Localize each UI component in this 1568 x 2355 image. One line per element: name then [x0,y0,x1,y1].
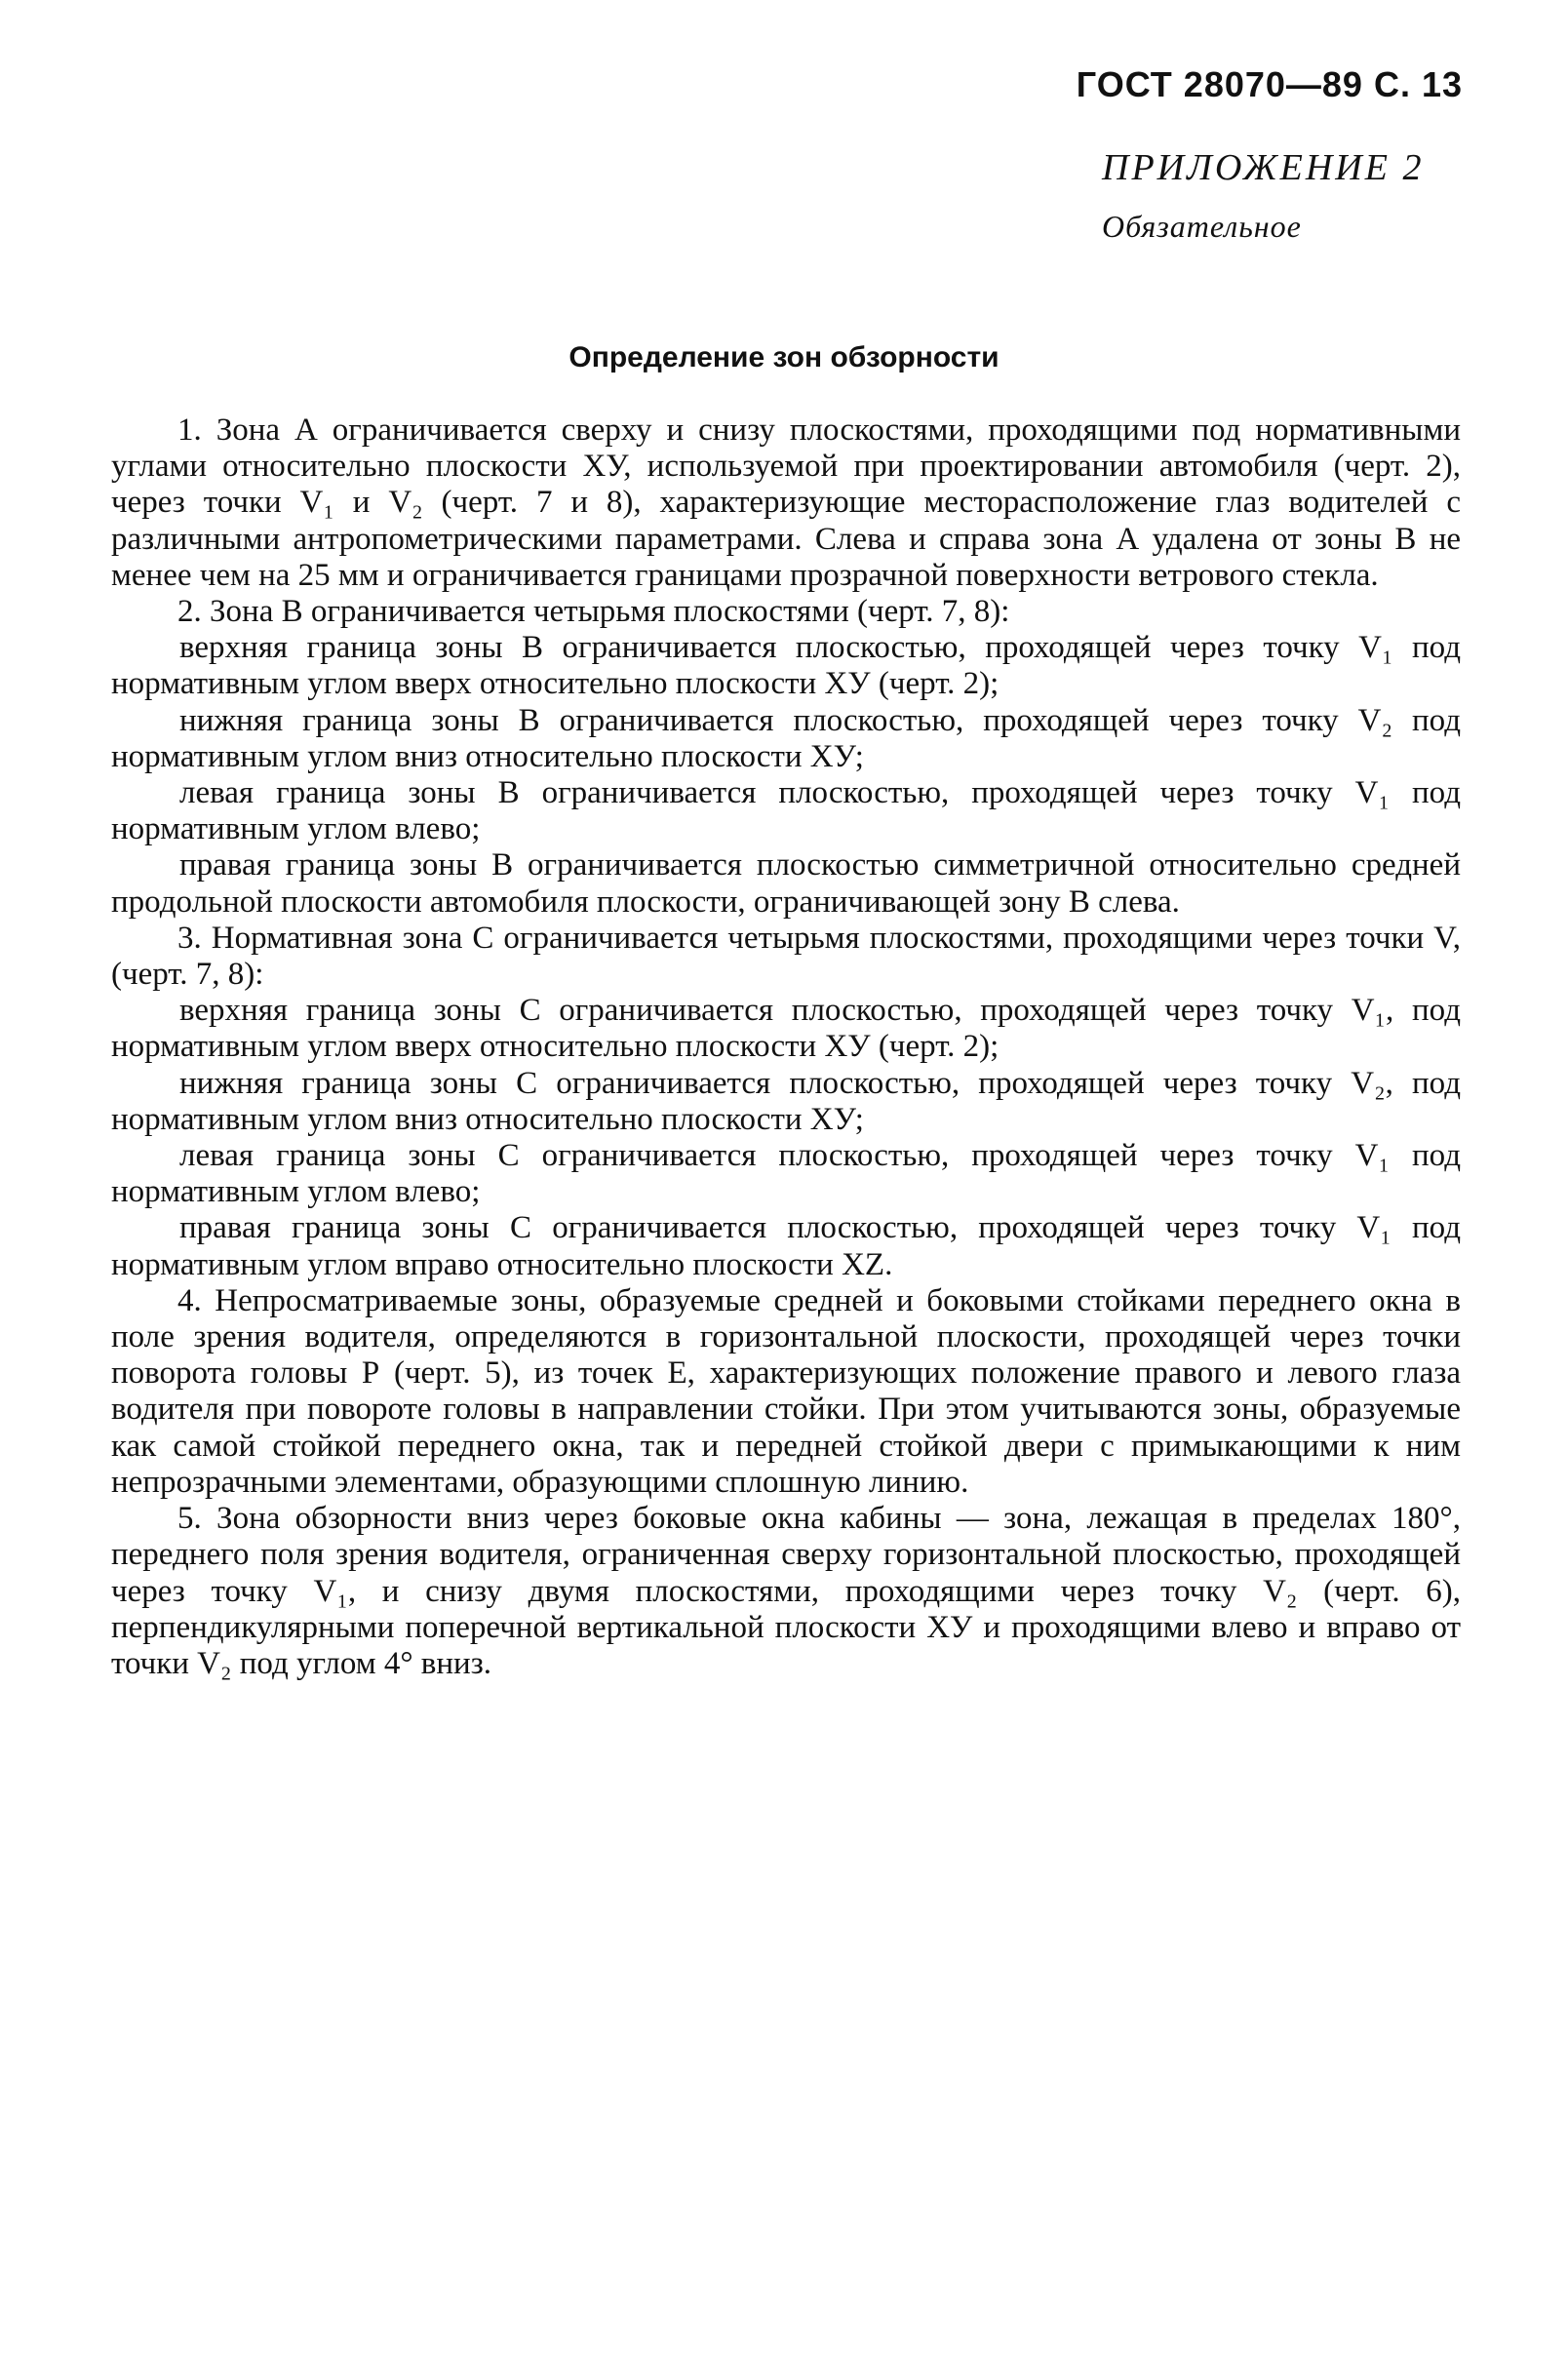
paragraph-3-lower-boundary: нижняя граница зоны С ограничивается плоскостью, проходящей через точку V₂, под нормативным углом вниз относительно плоскости ХУ; [111,1065,1461,1137]
appendix-label: ПРИЛОЖЕНИЕ 2 [1102,147,1425,188]
document-body [111,412,1461,1682]
paragraph-3: 3. Нормативная зона С ограничивается четырьмя плоскостями, проходящими через точки V, (черт. 7, 8): [111,920,1461,993]
paragraph-2-right-boundary: правая граница зоны В ограничивается плоскостью симметричной относительно средней продольной плоскости автомобиля плоскости, ограничивающей зону В слева. [111,847,1461,920]
paragraph-1: 1. Зона А ограничивается сверху и снизу плоскостями, проходящими под нормативными углами относительно плоскости ХУ, используемой при проектировании автомобиля (черт. 2), через точки V₁ и V₂ (черт. 7 и 8), характеризующие месторасположение глаз водителей с различными антропометрическими параметрами. Слева и справа зона А удалена от зоны В не менее чем на 25 мм и ограничивается границами прозрачной поверхности ветрового стекла. [111,412,1461,593]
appendix-block [1102,146,1424,245]
paragraph-3-upper-boundary: верхняя граница зоны С ограничивается плоскостью, проходящей через точку V₁, под нормативным углом вверх относительно плоскости ХУ (черт. 2); [111,993,1461,1065]
page-header: ГОСТ 28070—89 С. 13 [1076,64,1463,104]
appendix-note: Обязательное [1102,209,1302,244]
paragraph-2: 2. Зона В ограничивается четырьмя плоскостями (черт. 7, 8): [177,594,1010,630]
paragraph-5: 5. Зона обзорности вниз через боковые окна кабины — зона, лежащая в пределах 180°, переднего поля зрения водителя, ограниченная сверху горизонтальной плоскостью, проходящей через точку V₁, и снизу двумя плоскостями, проходящими через точку V₂ (черт. 6), перпендикулярными поперечной вертикальной плоскости ХУ и проходящими влево и вправо от точки V₂ под углом 4° вниз. [111,1501,1461,1681]
paragraph-3-left-boundary: левая граница зоны С ограничивается плоскостью, проходящей через точку V₁ под нормативным углом влево; [111,1138,1461,1210]
paragraph-2-left-boundary: левая граница зоны В ограничивается плоскостью, проходящей через точку V₁ под нормативным углом влево; [111,775,1461,847]
paragraph-4: 4. Непросматриваемые зоны, образуемые средней и боковыми стойками переднего окна в поле зрения водителя, определяются в горизонтальной плоскости, проходящей через точки поворота головы Р (черт. 5), из точек Е, характеризующих положение правого и левого глаза водителя при повороте головы в направлении стойки. При этом учитываются зоны, образуемые как самой стойкой переднего окна, так и передней стойкой двери с примыкающими к ним непрозрачными элементами, образующими сплошную линию. [111,1282,1461,1500]
paragraph-2-upper-boundary: верхняя граница зоны В ограничивается плоскостью, проходящей через точку V₁ под нормативным углом вверх относительно плоскости ХУ (черт. 2); [111,630,1461,702]
paragraph-2-lower-boundary: нижняя граница зоны В ограничивается плоскостью, проходящей через точку V₂ под нормативным углом вниз относительно плоскости ХУ; [111,702,1461,774]
document-title: Определение зон обзорности [568,341,1000,373]
paragraph-3-right-boundary: правая граница зоны С ограничивается плоскостью, проходящей через точку V₁ под нормативным углом вправо относительно плоскости XZ. [111,1210,1461,1282]
